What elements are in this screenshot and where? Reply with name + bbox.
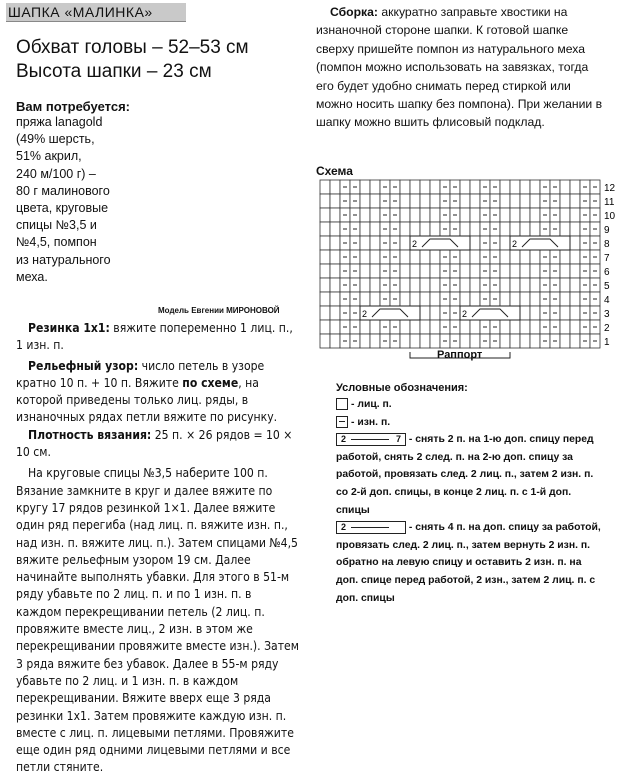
chart-cell [430,264,440,278]
chart-cell [570,222,580,236]
row-number: 1 [604,337,610,348]
chart-cell [460,292,470,306]
chart-cell [460,264,470,278]
row-number: 3 [604,309,610,320]
chart-cell [410,334,420,348]
chart-cell [370,292,380,306]
chart-cell [510,194,520,208]
chart-cell [420,222,430,236]
chart-cell [560,250,570,264]
chart-cell [570,194,580,208]
knitting-chart [316,178,616,368]
chart-cell [500,278,510,292]
instructions [16,320,299,777]
materials-line: (49% шерсть, [16,132,95,147]
chart-cell [560,334,570,348]
chart-cell [360,334,370,348]
cable-number: 2 [462,309,468,319]
row-number: 10 [604,211,616,222]
chart-cell [420,306,430,320]
chart-cell [360,194,370,208]
chart-cell [530,250,540,264]
chart-cell [470,264,480,278]
purl-symbol [336,416,348,428]
chart-cell [530,194,540,208]
chart-cell [570,236,580,250]
legend-heading: Условные обозначения: [336,382,468,394]
row-numbers [604,183,616,348]
chart-cell [320,208,330,222]
chart-cell [430,208,440,222]
chart-cell [420,208,430,222]
legend-cross2-text: - снять 2 п. на 1-ю доп. спицу перед работой, снять 2 след. п. на 2-ю доп. спицу за работой, провязать след. 2 лиц. п., затем 2 изн. п. со 2-й доп. спицы, в конце 2 лиц. п. с 1-й доп. спицы [336,434,594,516]
chart-cell [320,194,330,208]
relief-text-a: число петель в узоре кратно 10 п. + 10 п. Вяжите [16,358,265,390]
chart-cell [470,278,480,292]
chart-cell [370,334,380,348]
chart-cell [470,194,480,208]
chart-cell [510,264,520,278]
chart-cell [520,194,530,208]
chart-cell [410,194,420,208]
chart-cell [520,292,530,306]
chart-cell [360,180,370,194]
chart-cell [430,194,440,208]
chart-cell [400,334,410,348]
density-paragraph [16,427,299,462]
chart-cell [410,208,420,222]
row-number: 11 [604,197,615,208]
chart-cell [320,250,330,264]
chart-cell [430,306,440,320]
chart-cell [370,180,380,194]
row-number: 5 [604,281,610,292]
legend-knit [336,396,606,414]
chart-cell [510,208,520,222]
chart-cell [520,180,530,194]
chart-cell [570,320,580,334]
chart-cell [510,180,520,194]
chart-cell [320,292,330,306]
chart-cell [500,236,510,250]
chart-cell [570,180,580,194]
chart-cell [420,250,430,264]
row-number: 8 [604,239,610,250]
chart-cell [510,250,520,264]
chart-cell [370,320,380,334]
chart-cell [420,320,430,334]
row-number: 2 [604,323,610,334]
chart-cell [560,208,570,222]
chart-cell [330,292,340,306]
legend-cross4-text: - снять 4 п. на доп. спицу за работой, провязать след. 2 лиц. п., затем вернуть 2 изн. п. обратно на левую спицу и оставить 2 изн. п. на доп. спице перед работой, 2 изн., затем 2 лиц. п. с доп. спицы [336,522,601,604]
chart-cell [510,334,520,348]
chart-cell [360,250,370,264]
chart-cell [500,320,510,334]
chart-cell [410,250,420,264]
chart-cell [430,292,440,306]
chart-cell [320,320,330,334]
chart-cell [410,180,420,194]
chart-cell [500,208,510,222]
rib-label: Резинка 1х1: [28,321,110,335]
chart-cell [320,334,330,348]
chart-cell [530,222,540,236]
legend-knit-text: - лиц. п. [351,399,392,410]
density-label: Плотность вязания: [28,427,152,442]
rib-text: вяжите попеременно 1 лиц. п., 1 изн. п. [16,321,293,353]
materials-line: из натурального [16,252,111,267]
relief-text-b: , на которой приведены только лиц. ряды, в изнаночных рядах петли вяжите по рисунку. [16,375,278,425]
assembly-block [316,3,608,132]
chart-cell [330,194,340,208]
chart-cell [470,222,480,236]
chart-cell [470,334,480,348]
chart-cell [570,306,580,320]
row-number: 6 [604,267,610,278]
chart-cell [330,208,340,222]
chart-cell [560,306,570,320]
chart-cell [320,264,330,278]
cable-number: 2 [512,239,518,249]
chart-cell [510,320,520,334]
chart-cell [330,222,340,236]
chart-cell [510,222,520,236]
chart-cell [360,320,370,334]
chart-cell [370,208,380,222]
cable2-symbol: 2 7 [336,433,406,446]
cable-box [510,236,570,250]
chart-cell [560,180,570,194]
chart-cell [370,250,380,264]
chart-cell [560,222,570,236]
chart-cell [520,320,530,334]
chart-cell [500,180,510,194]
density-text: 25 п. × 26 рядов = 10 × 10 см. [16,427,293,460]
row-number: 12 [604,183,616,194]
materials-line: №4,5, помпон [16,235,97,250]
chart-cell [470,236,480,250]
chart-cell [330,334,340,348]
materials-line: меха. [16,269,48,284]
materials-line: 51% акрил, [16,149,82,164]
materials-block [16,99,296,286]
chart-cell [400,222,410,236]
relief-bold: по схеме [182,375,239,390]
chart-cell [370,278,380,292]
chart-cell [400,250,410,264]
chart-cell [400,278,410,292]
chart-cell [520,208,530,222]
cable-box [360,306,420,320]
designer-credit: Модель Евгении МИРОНОВОЙ [158,306,280,315]
chart-cell [500,194,510,208]
chart-cell [420,278,430,292]
chart-cell [330,236,340,250]
chart-cell [530,264,540,278]
chart-cell [320,222,330,236]
chart-cell [430,250,440,264]
row-number: 4 [604,295,610,306]
chart-cell [570,264,580,278]
chart-cell [400,264,410,278]
chart-cell [460,194,470,208]
chart-cell [530,306,540,320]
body-paragraph: На круговые спицы №3,5 наберите 100 п. Вязание замкните в круг и далее вяжите по кругу 17 рядов резинкой 1×1. Далее вяжите один ряд перегиба (над лиц. п. вяжите изн. п., над изн. п. вяжите лиц. п.). Затем спицами №4,5 вяжите рельефным узором 19 см. Далее начинайте выполнять убавки. Для этого в 51-м ряду убавьте по 2 лиц. п. и по 1 изн. п. в каждом перекрещивании петель (2 лиц. п. провяжите вместе лиц., 2 изн. в этом же перекрещивании провяжите вместе изн.). Затем 3 ряда вяжите без убавок. Далее в 55-м ряду убавьте по 2 лиц. и 1 изн. п. в каждом перекрещивании. Вяжите вверх еще 3 ряда резинки 1х1. Затем провяжите каждую изн. п. вместе с лиц. п. лицевыми петлями. Провяжите еще один ряд одними лицевыми петлями и все петли стяните. [16,466,299,775]
materials-list [16,114,181,286]
chart-cell [320,278,330,292]
chart-cell [420,292,430,306]
chart-cell [470,320,480,334]
cable-number: 2 [362,309,368,319]
chart-cell [470,180,480,194]
chart-cell [460,278,470,292]
chart-cell [500,334,510,348]
chart-cell [360,222,370,236]
chart-cell [420,264,430,278]
chart-cell [360,278,370,292]
legend-purl [336,414,606,432]
chart-cell [410,264,420,278]
chart-cell [330,264,340,278]
pattern-title: ШАПКА «МАЛИНКА» [8,4,153,20]
chart-cell [570,278,580,292]
chart-cell [570,292,580,306]
assembly-text: аккуратно заправьте хвостики на изнаночной стороне шапки. К готовой шапке сверху пришейте помпон из натурального меха (помпон можно использовать на завязках, тогда его будет удобно снимать перед стиркой или можно носить шапку без помпона). При желании в шапку можно вшить флисовый подклад. [316,5,603,130]
legend-cross2 [336,431,606,519]
hat-height: Высота шапки – 23 см [16,61,212,82]
chart-cell [420,180,430,194]
chart-cell [320,180,330,194]
chart-cell [560,264,570,278]
row-number: 9 [604,225,610,236]
materials-line: цвета, круговые [16,201,109,216]
legend [336,382,606,607]
cable4-symbol: 2 [336,521,406,534]
chart-cell [430,222,440,236]
chart-cell [500,222,510,236]
chart-cell [410,292,420,306]
chart-cell [360,208,370,222]
chart-cell [570,250,580,264]
legend-cross4 [336,519,606,607]
legend-purl-text: - изн. п. [351,416,391,428]
chart-cell [460,208,470,222]
chart-cell [560,278,570,292]
chart-cell [500,292,510,306]
chart-cell [430,278,440,292]
chart-cell [510,278,520,292]
chart-grid [320,180,600,348]
chart-cell [370,194,380,208]
chart-cell [400,320,410,334]
chart-cell [320,306,330,320]
chart-cell [400,292,410,306]
chart-cell [360,264,370,278]
chart-cell [330,180,340,194]
chart-cell [330,306,340,320]
chart-cell [530,320,540,334]
scheme-title: Схема [316,164,353,178]
chart-cell [470,250,480,264]
chart-cell [460,250,470,264]
chart-cell [420,334,430,348]
chart-cell [460,320,470,334]
materials-heading: Вам потребуется: [16,99,130,114]
chart-cell [400,236,410,250]
chart-cell [370,264,380,278]
chart-cell [360,236,370,250]
chart-cell [400,208,410,222]
rib-paragraph [16,320,299,355]
head-size: Обхват головы – 52–53 см [16,37,249,58]
chart-cell [520,306,530,320]
chart-cell [560,194,570,208]
chart-cell [410,278,420,292]
chart-cell [330,278,340,292]
assembly-label: Сборка: [330,5,378,19]
chart-cell [470,208,480,222]
repeat-label: Раппорт [437,349,483,361]
chart-cell [510,292,520,306]
chart-cell [410,320,420,334]
chart-cell [330,320,340,334]
chart-cell [530,208,540,222]
assembly-paragraph [316,3,608,132]
relief-paragraph [16,358,299,427]
chart-cell [520,278,530,292]
materials-line: 240 м/100 г) – [16,166,96,181]
chart-cell [530,334,540,348]
chart-cell [520,250,530,264]
chart-cell [460,180,470,194]
chart-cell [420,194,430,208]
chart-cell [330,250,340,264]
chart-cell [430,320,440,334]
chart-cell [430,334,440,348]
chart-cell [320,236,330,250]
chart-cell [560,320,570,334]
chart-cell [530,180,540,194]
chart-cell [520,222,530,236]
cable-number: 2 [412,239,418,249]
row-number: 7 [604,253,610,264]
chart-cell [570,208,580,222]
knit-symbol [336,398,348,410]
chart-cell [430,180,440,194]
relief-label: Рельефный узор: [28,358,139,373]
materials-line: спицы №3,5 и [16,218,97,233]
chart-cell [560,292,570,306]
chart-cell [530,278,540,292]
chart-cell [570,334,580,348]
chart-cell [500,250,510,264]
chart-cell [370,222,380,236]
chart-cell [460,222,470,236]
chart-cell [500,264,510,278]
chart-cell [470,292,480,306]
chart-cell [520,334,530,348]
materials-line: пряжа lanagold [16,115,103,129]
chart-cell [410,222,420,236]
chart-cell [360,292,370,306]
cable-box [410,236,470,250]
chart-cell [520,264,530,278]
chart-cell [400,194,410,208]
chart-cell [460,334,470,348]
chart-cell [400,180,410,194]
chart-cell [370,236,380,250]
chart-cell [530,292,540,306]
title-bar [6,3,186,22]
materials-line: 80 г малинового [16,183,110,198]
cable-box [460,306,520,320]
